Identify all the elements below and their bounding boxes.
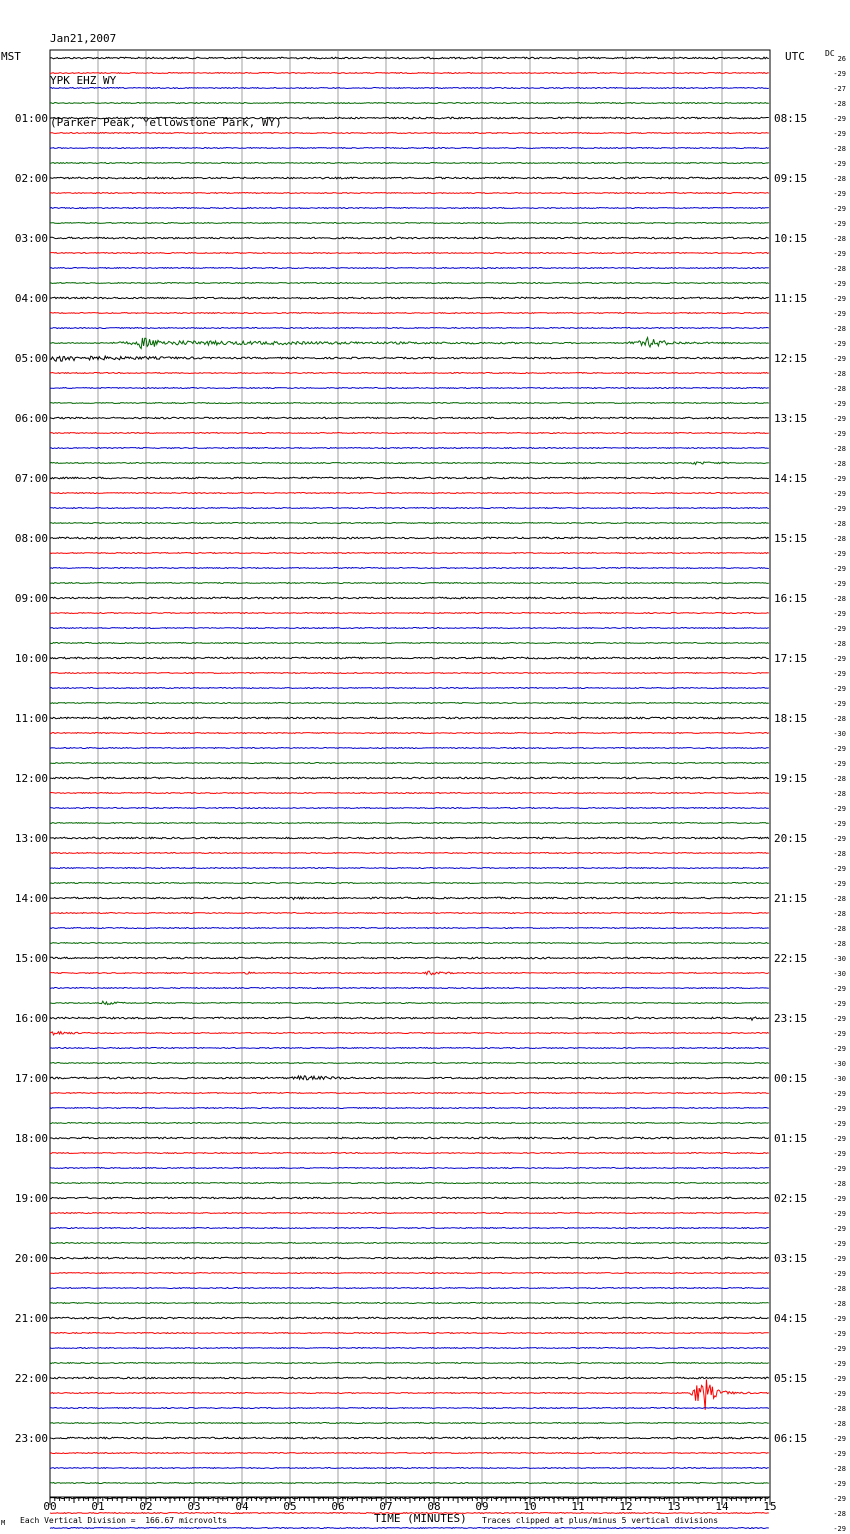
trace-line xyxy=(50,193,769,194)
trace-line xyxy=(50,88,769,89)
trace-line xyxy=(50,223,769,224)
utc-hour-label: 01:15 xyxy=(774,1132,808,1145)
trace-line xyxy=(50,338,769,349)
trace-line xyxy=(50,493,769,494)
dc-offset-label: -29 xyxy=(833,820,846,828)
dc-offset-label: -29 xyxy=(833,190,846,198)
x-tick-label: 10 xyxy=(523,1500,537,1513)
station-label: YPK EHZ WY xyxy=(50,74,117,87)
trace-line xyxy=(50,837,769,839)
trace-line xyxy=(50,657,769,659)
dc-offset-label: -29 xyxy=(833,1450,846,1458)
utc-hour-label: 23:15 xyxy=(774,1012,808,1025)
dc-offset-label: -29 xyxy=(833,400,846,408)
trace-line xyxy=(50,57,769,59)
dc-offset-label: -29 xyxy=(833,430,846,438)
utc-hour-label: 02:15 xyxy=(774,1192,808,1205)
trace-line xyxy=(50,1168,769,1169)
dc-offset-label: -28 xyxy=(833,910,846,918)
x-tick-label: 13 xyxy=(667,1500,681,1513)
dc-offset-label: -29 xyxy=(833,1525,846,1533)
dc-offset-label: -28 xyxy=(833,445,846,453)
dc-offset-label: -28 xyxy=(833,1180,846,1188)
mst-corner-label: MST xyxy=(1,50,21,63)
trace-line xyxy=(50,1108,769,1109)
dc-offset-label: -29 xyxy=(833,580,846,588)
mst-hour-label: 06:00 xyxy=(14,412,48,425)
trace-line xyxy=(50,523,769,524)
mst-hour-label: 01:00 xyxy=(14,112,48,125)
utc-hour-label: 16:15 xyxy=(774,592,808,605)
dc-offset-label: -29 xyxy=(833,1225,846,1233)
trace-line xyxy=(50,297,769,299)
dc-offset-label: -30 xyxy=(833,730,846,738)
trace-line xyxy=(50,1377,769,1379)
trace-line xyxy=(50,1048,769,1049)
dc-offset-label: -29 xyxy=(833,475,846,483)
dc-offset-label: -29 xyxy=(833,550,846,558)
trace-line xyxy=(50,1528,769,1529)
trace-line xyxy=(50,417,769,419)
dc-offset-label: -29 xyxy=(833,805,846,813)
dc-offset-label: -29 xyxy=(833,835,846,843)
trace-line xyxy=(50,1468,769,1469)
trace-line xyxy=(50,1303,769,1304)
trace-line xyxy=(50,268,769,269)
location-label: (Parker Peak, Yellowstone Park, WY) xyxy=(50,116,282,129)
trace-line xyxy=(50,883,769,884)
dc-offset-label: -29 xyxy=(833,355,846,363)
mst-hour-label: 09:00 xyxy=(14,592,48,605)
dc-offset-label: -30 xyxy=(833,1060,846,1068)
trace-line xyxy=(50,913,769,914)
dc-offset-label: -28 xyxy=(833,325,846,333)
trace-line xyxy=(50,733,769,734)
trace-line xyxy=(50,1228,769,1229)
utc-hour-label: 20:15 xyxy=(774,832,808,845)
dc-offset-label: -29 xyxy=(833,700,846,708)
trace-line xyxy=(50,823,769,824)
utc-hour-label: 03:15 xyxy=(774,1252,808,1265)
mst-hour-label: 16:00 xyxy=(14,1012,48,1025)
mst-hour-label: 19:00 xyxy=(14,1192,48,1205)
utc-hour-label: 12:15 xyxy=(774,352,808,365)
trace-line xyxy=(50,1093,769,1094)
trace-line xyxy=(50,583,769,584)
dc-offset-label: -28 xyxy=(833,790,846,798)
mst-hour-label: 17:00 xyxy=(14,1072,48,1085)
dc-offset-label: -29 xyxy=(833,280,846,288)
trace-line xyxy=(50,163,769,164)
trace-line xyxy=(50,673,769,674)
dc-offset-label: -29 xyxy=(833,295,846,303)
dc-offset-label: -28 xyxy=(833,925,846,933)
dc-offset-label: -28 xyxy=(833,1420,846,1428)
dc-offset-label: -29 xyxy=(833,220,846,228)
trace-line xyxy=(50,403,769,404)
x-tick-label: 05 xyxy=(283,1500,297,1513)
trace-line xyxy=(50,793,769,794)
dc-offset-label: -29 xyxy=(833,130,846,138)
dc-offset-label: -29 xyxy=(833,205,846,213)
utc-hour-label: 14:15 xyxy=(774,472,808,485)
utc-hour-label: 05:15 xyxy=(774,1372,808,1385)
utc-hour-label: 21:15 xyxy=(774,892,808,905)
dc-offset-label: -28 xyxy=(833,640,846,648)
clip-caption: Traces clipped at plus/minus 5 vertical divisions xyxy=(482,1516,719,1525)
trace-line xyxy=(50,808,769,809)
dc-offset-label: -28 xyxy=(833,460,846,468)
utc-hour-label: 18:15 xyxy=(774,712,808,725)
mst-hour-label: 04:00 xyxy=(14,292,48,305)
trace-line xyxy=(50,717,769,719)
x-tick-label: 04 xyxy=(235,1500,249,1513)
dc-offset-label: -29 xyxy=(833,1480,846,1488)
mst-hour-label: 21:00 xyxy=(14,1312,48,1325)
dc-offset-label: -29 xyxy=(833,745,846,753)
trace-line xyxy=(50,988,769,989)
trace-line xyxy=(50,568,769,569)
scale-caption: Each Vertical Division = 166.67 microvolts xyxy=(20,1516,228,1525)
trace-line xyxy=(50,1137,769,1139)
dc-offset-label: -27 xyxy=(833,85,846,93)
dc-offset-label: -29 xyxy=(833,160,846,168)
trace-line xyxy=(50,448,769,449)
x-tick-label: 00 xyxy=(43,1500,57,1513)
mst-hour-label: 15:00 xyxy=(14,952,48,965)
dc-offset-label: -29 xyxy=(833,415,846,423)
dc-offset-label: -29 xyxy=(833,490,846,498)
dc-offset-label: -28 xyxy=(833,595,846,603)
utc-hour-label: 04:15 xyxy=(774,1312,808,1325)
dc-offset-label: -29 xyxy=(833,1195,846,1203)
dc-offset-label: -28 xyxy=(833,1300,846,1308)
dc-offset-label: -29 xyxy=(833,1375,846,1383)
trace-line xyxy=(50,748,769,749)
mst-hour-label: 12:00 xyxy=(14,772,48,785)
dc-offset-label: -29 xyxy=(833,1345,846,1353)
dc-offset-label: -28 xyxy=(833,1285,846,1293)
trace-line xyxy=(50,148,769,149)
trace-line xyxy=(50,477,769,479)
dc-offset-label: -28 xyxy=(833,265,846,273)
trace-line xyxy=(50,253,769,254)
dc-offset-label: -29 xyxy=(833,655,846,663)
dc-offset-label: -29 xyxy=(833,70,846,78)
utc-hour-label: 17:15 xyxy=(774,652,808,665)
mst-hour-label: 11:00 xyxy=(14,712,48,725)
dc-offset-label: -29 xyxy=(833,625,846,633)
trace-line xyxy=(50,1017,769,1020)
dc-offset-label: -28 xyxy=(833,1465,846,1473)
dc-offset-label: -29 xyxy=(833,685,846,693)
dc-offset-label: -29 xyxy=(833,1390,846,1398)
x-tick-label: 15 xyxy=(763,1500,777,1513)
dc-offset-label: -29 xyxy=(833,1240,846,1248)
dc-offset-label: -29 xyxy=(833,1030,846,1038)
dc-offset-label: -28 xyxy=(833,385,846,393)
mst-hour-label: 05:00 xyxy=(14,352,48,365)
dc-offset-label: -28 xyxy=(833,520,846,528)
trace-line xyxy=(50,73,769,74)
trace-line xyxy=(50,703,769,704)
mst-hour-label: 20:00 xyxy=(14,1252,48,1265)
trace-line xyxy=(50,971,769,975)
trace-line xyxy=(50,1453,769,1454)
trace-line xyxy=(50,1437,769,1439)
utc-hour-label: 08:15 xyxy=(774,112,808,125)
trace-line xyxy=(50,117,769,119)
x-axis-title: TIME (MINUTES) xyxy=(374,1512,467,1525)
dc-offset-label: -29 xyxy=(833,565,846,573)
trace-line xyxy=(50,1333,769,1334)
mst-hour-label: 22:00 xyxy=(14,1372,48,1385)
dc-offset-label: -28 xyxy=(833,940,846,948)
dc-offset-label: -28 xyxy=(833,535,846,543)
trace-line xyxy=(50,553,769,554)
trace-line xyxy=(50,1273,769,1274)
mst-hour-label: 08:00 xyxy=(14,532,48,545)
trace-line xyxy=(50,777,769,779)
utc-hour-label: 11:15 xyxy=(774,292,808,305)
trace-line xyxy=(50,897,769,899)
trace-line xyxy=(50,462,769,465)
dc-offset-label: -29 xyxy=(833,1015,846,1023)
x-tick-label: 11 xyxy=(571,1500,585,1513)
trace-group xyxy=(50,57,769,1534)
dc-offset-label: -28 xyxy=(833,100,846,108)
trace-line xyxy=(50,1123,769,1124)
x-tick-label: 14 xyxy=(715,1500,729,1513)
trace-line xyxy=(50,313,769,314)
trace-line xyxy=(50,508,769,509)
dc-offset-label: -28 xyxy=(833,145,846,153)
dc-offset-label: -30 xyxy=(833,1075,846,1083)
utc-hour-label: 00:15 xyxy=(774,1072,808,1085)
dc-offset-label: -29 xyxy=(833,1045,846,1053)
trace-line xyxy=(50,356,769,361)
trace-line xyxy=(50,283,769,284)
trace-line xyxy=(50,1001,769,1004)
x-tick-label: 01 xyxy=(91,1500,105,1513)
dc-offset-label: -29 xyxy=(833,1105,846,1113)
dc-offset-label: -29 xyxy=(833,340,846,348)
trace-line xyxy=(50,1423,769,1424)
trace-line xyxy=(50,868,769,869)
trace-line xyxy=(50,433,769,434)
utc-hour-label: 09:15 xyxy=(774,172,808,185)
trace-line xyxy=(50,957,769,959)
dc-offset-label: -29 xyxy=(833,1435,846,1443)
trace-line xyxy=(50,1063,769,1064)
utc-corner-label: UTC xyxy=(785,50,805,63)
dc-offset-label: -29 xyxy=(833,1000,846,1008)
trace-line xyxy=(50,853,769,854)
trace-line xyxy=(50,177,769,179)
mst-hour-label: 23:00 xyxy=(14,1432,48,1445)
dc-offset-label: -29 xyxy=(833,1495,846,1503)
trace-line xyxy=(50,763,769,764)
dc-offset-label: -28 xyxy=(833,175,846,183)
trace-line xyxy=(50,1483,769,1484)
dc-offset-label: -29 xyxy=(833,1120,846,1128)
trace-line xyxy=(50,1317,769,1319)
trace-line xyxy=(50,208,769,209)
dc-offset-label: -29 xyxy=(833,670,846,678)
trace-line xyxy=(50,1076,769,1080)
mst-hour-label: 10:00 xyxy=(14,652,48,665)
trace-line xyxy=(50,1213,769,1214)
x-tick-label: 12 xyxy=(619,1500,633,1513)
mst-hour-label: 13:00 xyxy=(14,832,48,845)
dc-offset-label: -29 xyxy=(833,880,846,888)
utc-hour-label: 10:15 xyxy=(774,232,808,245)
dc-offset-label: -30 xyxy=(833,970,846,978)
dc-offset-label: -30 xyxy=(833,955,846,963)
mst-hour-label: 03:00 xyxy=(14,232,48,245)
dc-offset-label: -29 xyxy=(833,865,846,873)
dc-offset-label: -29 xyxy=(833,1360,846,1368)
dc-offset-label: -29 xyxy=(833,1255,846,1263)
x-tick-label: 08 xyxy=(427,1500,441,1513)
x-tick-label: 06 xyxy=(331,1500,345,1513)
dc-offset-label: -29 xyxy=(833,1315,846,1323)
x-tick-label: 03 xyxy=(187,1500,201,1513)
mst-hour-label: 07:00 xyxy=(14,472,48,485)
trace-line xyxy=(50,613,769,614)
utc-hour-label: 15:15 xyxy=(774,532,808,545)
trace-line xyxy=(50,388,769,389)
dc-offset-label: -28 xyxy=(833,715,846,723)
trace-line xyxy=(50,1257,769,1259)
dc-offset-label: -28 xyxy=(833,235,846,243)
mst-hour-label: 18:00 xyxy=(14,1132,48,1145)
trace-line xyxy=(50,1408,769,1409)
dc-offset-label: -29 xyxy=(833,1330,846,1338)
mst-hour-label: 14:00 xyxy=(14,892,48,905)
dc-offset-label: -28 xyxy=(833,1405,846,1413)
dc-offset-label: -29 xyxy=(833,1270,846,1278)
axis-labels xyxy=(15,55,846,1534)
trace-line xyxy=(50,1243,769,1244)
dc-offset-label: -29 xyxy=(833,115,846,123)
dc-offset-label: -29 xyxy=(833,1135,846,1143)
trace-line xyxy=(50,103,769,104)
trace-line xyxy=(50,1197,769,1199)
dc-offset-label: -29 xyxy=(833,505,846,513)
trace-line xyxy=(50,628,769,629)
x-tick-label: 02 xyxy=(139,1500,153,1513)
trace-line xyxy=(50,237,769,239)
trace-line xyxy=(50,328,769,329)
trace-line xyxy=(50,1380,769,1410)
dc-label: DC xyxy=(825,49,835,58)
dc-offset-label: -29 xyxy=(833,1090,846,1098)
utc-hour-label: 22:15 xyxy=(774,952,808,965)
trace-line xyxy=(50,643,769,644)
dc-offset-label: -29 xyxy=(833,250,846,258)
utc-hour-label: 19:15 xyxy=(774,772,808,785)
trace-line xyxy=(50,597,769,599)
trace-line xyxy=(50,1288,769,1289)
dc-offset-label: -28 xyxy=(833,370,846,378)
trace-line xyxy=(50,133,769,134)
dc-offset-label: -28 xyxy=(833,775,846,783)
trace-line xyxy=(50,1032,769,1035)
corner-mark: M xyxy=(1,1519,6,1527)
dc-offset-label: -29 xyxy=(833,985,846,993)
dc-offset-label: -29 xyxy=(833,1150,846,1158)
trace-line xyxy=(50,537,769,539)
dc-offset-label: -29 xyxy=(833,760,846,768)
dc-offset-label: -29 xyxy=(833,610,846,618)
trace-line xyxy=(50,373,769,374)
trace-line xyxy=(50,928,769,929)
x-tick-label: 07 xyxy=(379,1500,393,1513)
trace-line xyxy=(50,1183,769,1184)
mst-hour-label: 02:00 xyxy=(14,172,48,185)
utc-hour-label: 06:15 xyxy=(774,1432,808,1445)
dc-offset-label: -28 xyxy=(833,850,846,858)
dc-offset-label: -29 xyxy=(833,310,846,318)
trace-line xyxy=(50,1363,769,1364)
trace-line xyxy=(50,943,769,944)
dc-offset-label: -29 xyxy=(833,1165,846,1173)
dc-offset-label: -28 xyxy=(833,895,846,903)
trace-line xyxy=(50,1348,769,1349)
date-label: Jan21,2007 xyxy=(50,32,117,45)
x-tick-label: 09 xyxy=(475,1500,489,1513)
dc-offset-label: -28 xyxy=(833,1510,846,1518)
dc-offset-label: -29 xyxy=(833,1210,846,1218)
dc-offset-label: 26 xyxy=(837,55,846,63)
trace-line xyxy=(50,688,769,689)
trace-line xyxy=(50,1153,769,1154)
plot-frame xyxy=(50,50,770,1497)
utc-hour-label: 13:15 xyxy=(774,412,808,425)
